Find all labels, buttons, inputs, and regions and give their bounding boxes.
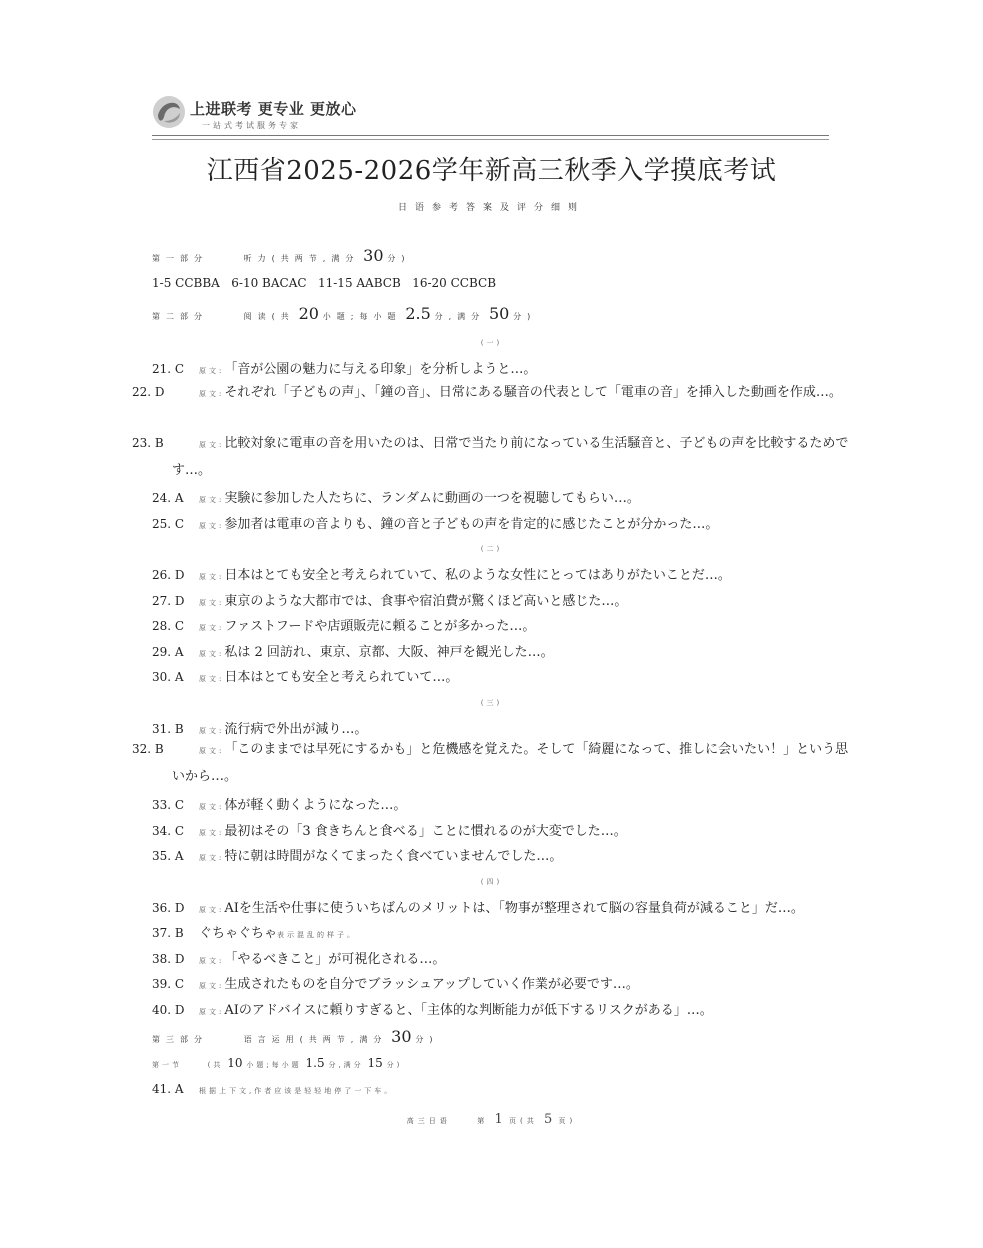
- page-footer: [0, 1112, 983, 1127]
- section1-total-score: 15: [367, 1056, 383, 1070]
- brand-logo: [152, 95, 392, 135]
- answer-item: [152, 1082, 842, 1096]
- group-marker-2: (二): [480, 545, 503, 553]
- source-tag: 原文:: [199, 803, 225, 811]
- footer-page-mid: 页(共: [509, 1117, 538, 1125]
- answer-key: 25. C: [152, 517, 185, 531]
- part1-heading: [152, 246, 842, 265]
- answer-item: [152, 999, 842, 1018]
- answer-item: [152, 590, 842, 609]
- answer-explanation: 「音が公園の魅力に与える印象」を分析しようと…。: [224, 362, 537, 377]
- answer-item: [152, 641, 842, 660]
- section1-text-3: 分,满分: [328, 1061, 364, 1069]
- answer-key: 32. B: [132, 742, 164, 756]
- part2-label: 第二部分: [152, 312, 208, 321]
- answer-key: 37. B: [152, 926, 184, 940]
- part3-name: 语言运用(共两节,满分: [243, 1035, 388, 1044]
- part1-label: 第一部分: [152, 254, 208, 263]
- answer-item: [132, 431, 852, 483]
- group-marker-3: (三): [480, 699, 503, 707]
- answer-key: 27. D: [152, 594, 185, 608]
- header-rule-thick: [152, 135, 829, 136]
- answer-item: [132, 737, 852, 789]
- source-tag: 原文:: [199, 1008, 225, 1016]
- part1-name: 听力(共两节,满分: [243, 254, 360, 263]
- source-tag: 原文:: [199, 957, 225, 965]
- answer-key: 31. B: [152, 722, 184, 736]
- section1-question-count: 10: [227, 1056, 243, 1070]
- answer-explanation: 日本はとても安全と考えられていて…。: [224, 670, 459, 685]
- answer-key: 34. C: [152, 824, 185, 838]
- part2-each-score: 2.5: [405, 304, 431, 323]
- footer-subject: 高三日语: [406, 1117, 451, 1125]
- answer-explanation: AIを生活や仕事に使ういちばんのメリットは、「物事が整理されて脳の容量負荷が減ること」だ…。: [224, 901, 804, 916]
- part3-label: 第三部分: [152, 1035, 208, 1044]
- answer-key: 30. A: [152, 670, 184, 684]
- part2-question-count: 20: [298, 304, 319, 323]
- source-tag: 原文:: [199, 599, 225, 607]
- footer-page-number: 1: [494, 1112, 503, 1127]
- answer-item: [152, 718, 842, 737]
- answer-explanation: 根据上下文,作者应该是轻轻地停了一下车。: [199, 1087, 395, 1095]
- logo-tagline: 一站式考试服务专家: [202, 121, 301, 130]
- answer-item: [152, 973, 842, 992]
- answer-key: 22. D: [132, 385, 165, 399]
- answer-item: [152, 794, 842, 813]
- source-tag: 原文:: [199, 747, 225, 755]
- answer-key: 39. C: [152, 977, 185, 991]
- part1-answers: 1-5 CCBBA 6-10 BACAC 11-15 AABCB 16-20 CCBCB: [152, 276, 497, 290]
- answer-item: [132, 380, 852, 407]
- source-tag: 原文:: [199, 829, 225, 837]
- source-tag: 原文:: [199, 982, 225, 990]
- part3-unit: 分): [415, 1035, 439, 1044]
- answer-explanation: 「やるべきこと」が可視化される…。: [224, 952, 446, 967]
- part1-unit: 分): [387, 254, 411, 263]
- answer-explanation: 参加者は電車の音よりも、鐘の音と子どもの声を肯定的に感じたことが分かった…。: [224, 517, 719, 532]
- answer-explanation: 実験に参加した人たちに、ランダムに動画の一つを視聴してもらい…。: [224, 491, 640, 506]
- source-tag: 原文:: [199, 496, 225, 504]
- section1-text-4: 分): [386, 1061, 403, 1069]
- group-marker-4: (四): [480, 878, 503, 886]
- source-tag: 原文:: [199, 367, 225, 375]
- answer-key: 33. C: [152, 798, 185, 812]
- answer-key: 40. D: [152, 1003, 185, 1017]
- answer-explanation: 体が軽く動くようになった…。: [224, 798, 407, 813]
- part2-text-1: 阅读(共: [243, 312, 295, 321]
- footer-page-total: 5: [543, 1112, 553, 1127]
- answer-key: 29. A: [152, 645, 184, 659]
- answer-item: [152, 948, 842, 967]
- part2-text-3: 分,满分: [434, 312, 486, 321]
- section1-text-1: (共: [207, 1061, 224, 1069]
- source-tag: 原文:: [199, 573, 225, 581]
- source-tag: 原文:: [199, 854, 225, 862]
- part2-total-score: 50: [488, 304, 510, 323]
- answer-key: 35. A: [152, 849, 184, 863]
- footer-page-label: 第: [477, 1117, 489, 1125]
- source-tag: 原文:: [199, 675, 225, 683]
- logo-swirl-icon: [152, 95, 186, 129]
- answer-explanation: ぐちゃぐちゃ: [199, 926, 278, 941]
- answer-explanation: それぞれ「子どもの声」、「鐘の音」、日常にある騒音の代表として「電車の音」を挿入した動画を作成…。: [224, 385, 842, 400]
- answer-explanation: 生成されたものを自分でブラッシュアップしていく作業が必要です…。: [224, 977, 639, 992]
- header-rule-thin: [152, 139, 829, 140]
- section1-text-2: 小题;每小题: [246, 1061, 302, 1069]
- answer-explanation: 「このままでは早死にするかも」と危機感を覚えた。そして「綺麗になって、推しに会いたい！」という思いから…。: [172, 742, 849, 784]
- part2-heading: [152, 304, 842, 323]
- answer-key: 26. D: [152, 568, 185, 582]
- answer-key: 23. B: [132, 436, 164, 450]
- answer-item: [152, 487, 842, 506]
- section1-label: 第一节: [152, 1061, 182, 1069]
- answer-item: [152, 922, 842, 941]
- logo-slogan: 上进联考 更专业 更放心: [190, 100, 357, 118]
- part1-score: 30: [363, 246, 384, 265]
- source-tag: 原文:: [199, 624, 225, 632]
- answer-explanation: 最初はその「3 食きちんと食べる」ことに慣れるのが大変でした…。: [224, 824, 627, 839]
- answer-key: 38. D: [152, 952, 185, 966]
- answer-explanation: ファストフードや店頭販売に頼ることが多かった…。: [224, 619, 536, 634]
- answer-explanation: 比較対象に電車の音を用いたのは、日常で当たり前になっている生活騒音と、子どもの声を比較するためです…。: [172, 436, 849, 478]
- answer-item: [152, 358, 842, 377]
- source-tag: 原文:: [199, 441, 225, 449]
- answer-key: 21. C: [152, 362, 185, 376]
- answer-note: 表示混乱的样子。: [277, 931, 358, 939]
- source-tag: 原文:: [199, 522, 225, 530]
- answer-explanation: 東京のような大都市では、食事や宿泊費が驚くほど高いと感じた…。: [224, 594, 628, 609]
- footer-page-end: 页): [558, 1117, 577, 1125]
- page-title: 江西省2025-2026学年新高三秋季入学摸底考试: [206, 156, 777, 186]
- answer-explanation: 私は 2 回訪れ、東京、京都、大阪、神戸を観光した…。: [224, 645, 554, 660]
- answer-item: [152, 513, 842, 532]
- source-tag: 原文:: [199, 650, 225, 658]
- answer-item: [152, 897, 842, 916]
- part2-text-4: 分): [513, 312, 537, 321]
- answer-explanation: AIのアドバイスに頼りすぎると、「主体的な判断能力が低下するリスクがある」…。: [224, 1003, 713, 1018]
- section1-each-score: 1.5: [305, 1056, 325, 1070]
- answer-key: 36. D: [152, 901, 185, 915]
- answer-key: 24. A: [152, 491, 184, 505]
- answer-explanation: 日本はとても安全と考えられていて、私のような女性にとってはありがたいことだ…。: [224, 568, 731, 583]
- answer-item: [152, 845, 842, 864]
- answer-item: [152, 820, 842, 839]
- answer-item: [152, 564, 842, 583]
- group-marker-1: (一): [480, 339, 503, 347]
- answer-explanation: 特に朝は時間がなくてまったく食べていませんでした…。: [224, 849, 563, 864]
- answer-explanation: 流行病で外出が減り…。: [224, 722, 368, 737]
- source-tag: 原文:: [199, 390, 225, 398]
- answer-item: [152, 615, 842, 634]
- answer-key: 28. C: [152, 619, 185, 633]
- page-subtitle: 日语参考答案及评分细则: [397, 203, 585, 213]
- source-tag: 原文:: [199, 906, 225, 914]
- part2-text-2: 小题;每小题: [322, 312, 402, 321]
- source-tag: 原文:: [199, 727, 225, 735]
- part3-heading: [152, 1027, 842, 1046]
- section1-heading: [152, 1056, 842, 1070]
- answer-key: 41. A: [152, 1082, 184, 1096]
- answer-item: [152, 666, 842, 685]
- part3-score: 30: [391, 1027, 412, 1046]
